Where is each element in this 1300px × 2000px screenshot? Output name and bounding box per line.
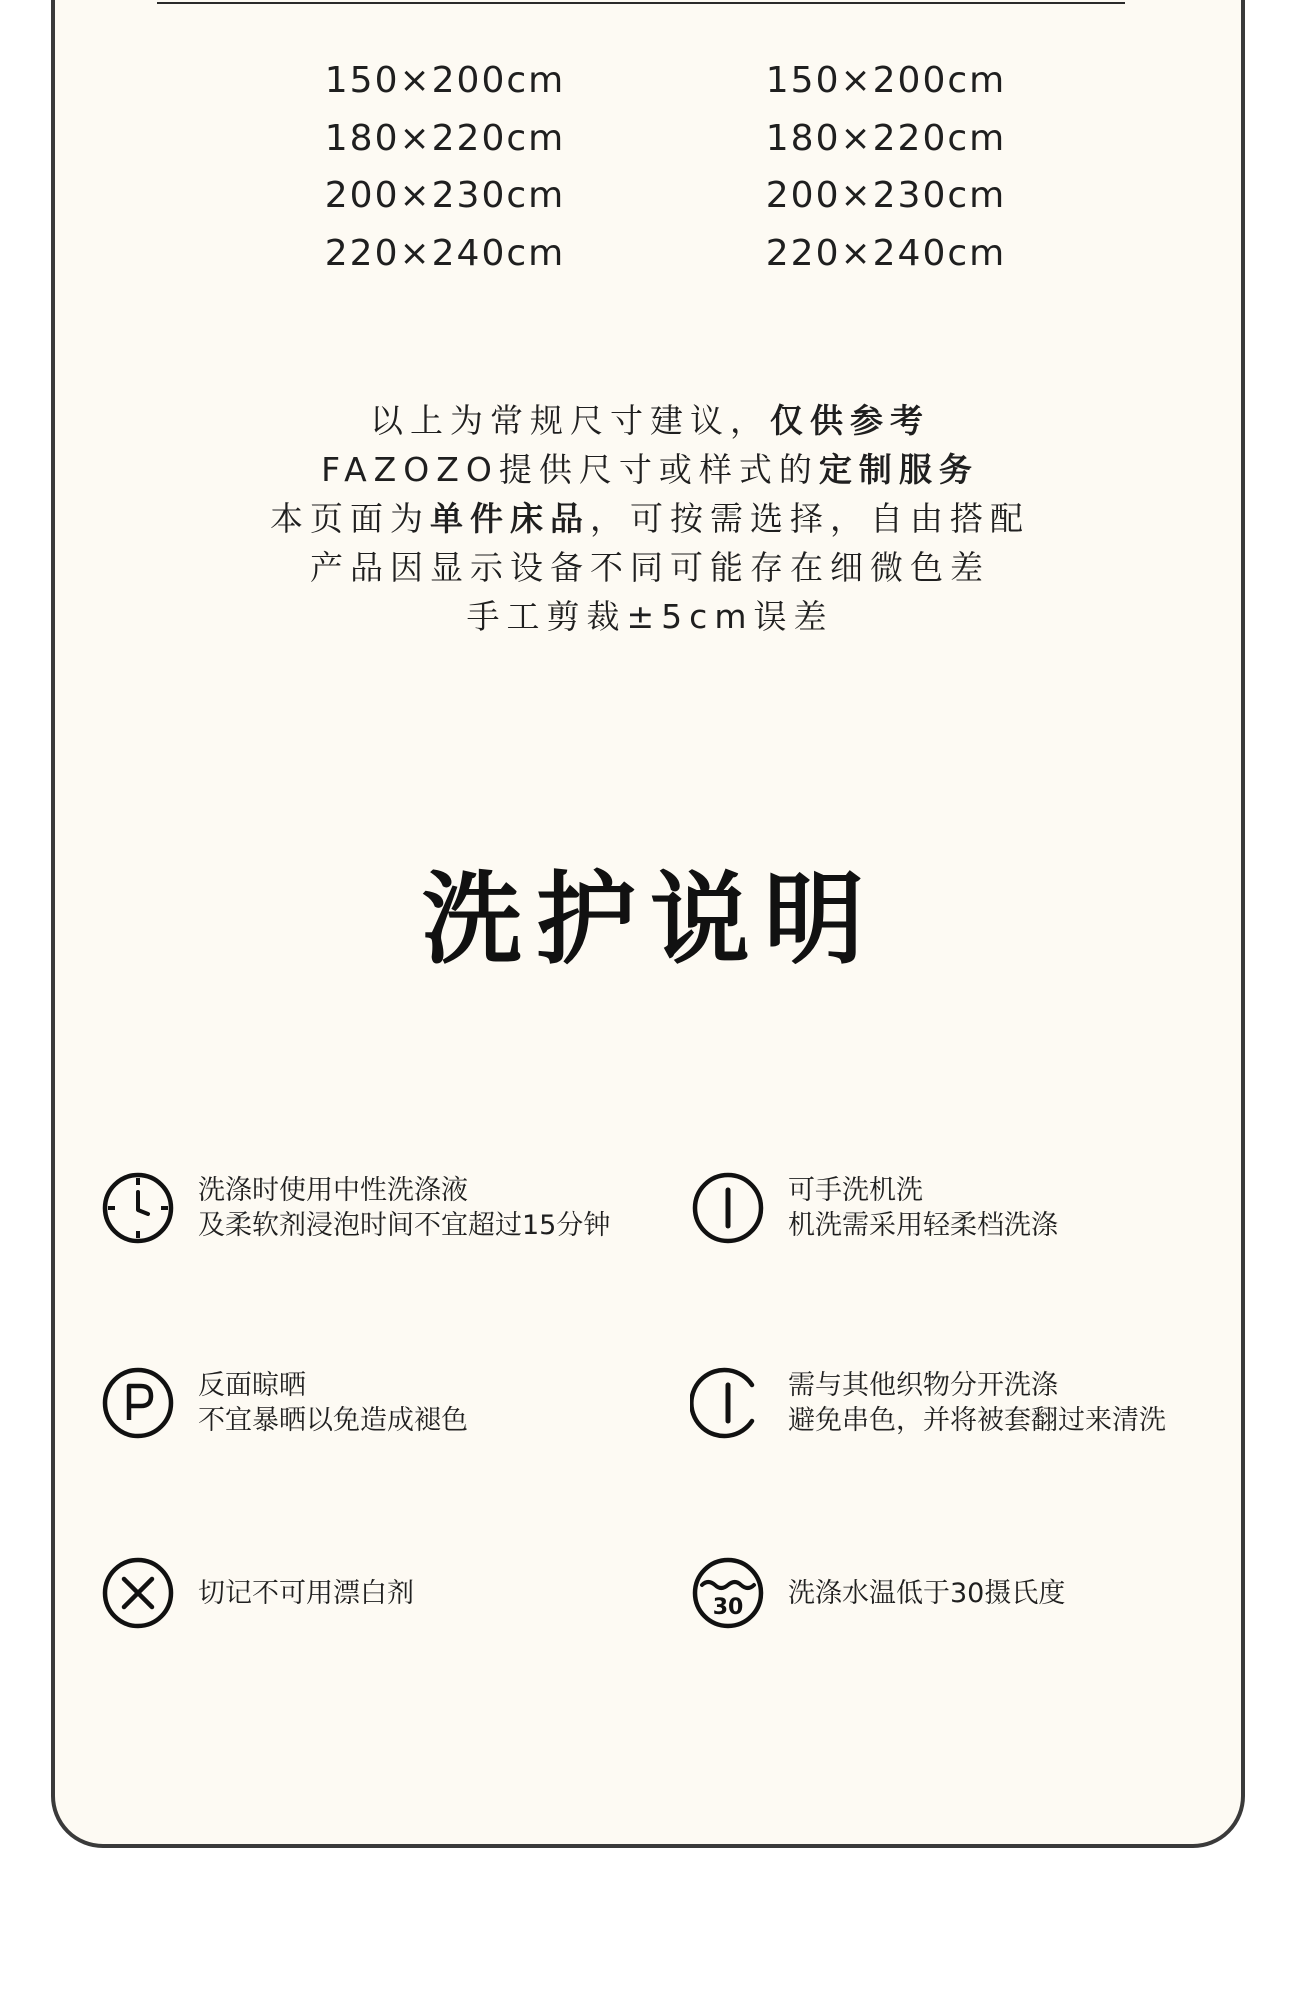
size-item: 150×200cm	[765, 60, 1007, 101]
care-line: 需与其他织物分开洗涤	[788, 1370, 1058, 1401]
care-line: 切记不可用漂白剂	[198, 1577, 414, 1609]
note-text: FAZOZO提供尺寸或样式的	[321, 450, 819, 489]
note-emphasis: 定制服务	[818, 450, 979, 489]
size-item: 220×240cm	[765, 232, 1007, 274]
size-list-right	[716, 52, 1056, 282]
care-item-dry-inside-out	[100, 1365, 468, 1441]
note-emphasis: 单件床品	[430, 499, 590, 538]
note-text: ，可按需选择，自由搭配	[590, 499, 1030, 538]
note-line-5: 手工剪裁±5cm误差	[466, 597, 834, 636]
size-item: 200×230cm	[765, 175, 1007, 216]
care-line: 不宜暴晒以免造成褪色	[198, 1405, 468, 1436]
care-text	[198, 1576, 414, 1611]
care-item-water-temp	[690, 1555, 1065, 1631]
care-line: 机洗需采用轻柔档洗涤	[788, 1210, 1058, 1241]
care-item-no-bleach	[100, 1555, 414, 1631]
care-text	[788, 1576, 1065, 1611]
care-item-machine-wash	[690, 1170, 1058, 1246]
size-notes	[150, 396, 1150, 641]
care-item-separate-wash	[690, 1365, 1166, 1441]
machine-wash-icon	[690, 1170, 766, 1246]
care-line: 避免串色，并将被套翻过来清洗	[788, 1405, 1166, 1436]
note-line-1	[150, 396, 1150, 445]
note-text: 本页面为	[270, 499, 430, 538]
size-item: 200×230cm	[324, 175, 566, 216]
wash-temp-label: 30	[712, 1595, 744, 1620]
note-line-2	[150, 445, 1150, 494]
care-line: 及柔软剂浸泡时间不宜超过15分钟	[198, 1210, 611, 1241]
care-line: 洗涤水温低于30摄氏度	[788, 1577, 1066, 1609]
note-text: 以上为常规尺寸建议，	[370, 401, 770, 440]
note-line-3	[150, 494, 1150, 543]
care-text	[198, 1368, 468, 1438]
care-line: 洗涤时使用中性洗涤液	[198, 1175, 468, 1206]
size-item: 180×220cm	[765, 117, 1007, 159]
dry-clean-p-icon	[100, 1365, 176, 1441]
care-text	[788, 1368, 1166, 1438]
care-item-soak-time	[100, 1170, 610, 1246]
care-line: 反面晾晒	[198, 1370, 306, 1401]
size-list-left	[275, 52, 615, 282]
clock-icon	[100, 1170, 176, 1246]
care-text	[198, 1173, 610, 1243]
separate-wash-icon	[690, 1365, 766, 1441]
size-item: 150×200cm	[324, 60, 566, 101]
size-item: 180×220cm	[324, 117, 566, 159]
care-text	[788, 1173, 1058, 1243]
top-divider	[157, 2, 1125, 4]
no-bleach-icon	[100, 1555, 176, 1631]
note-emphasis: 仅供参考	[770, 401, 930, 440]
wash-30-icon	[690, 1555, 766, 1631]
care-title: 洗护说明	[422, 861, 878, 978]
note-line-4: 产品因显示设备不同可能存在细微色差	[310, 548, 990, 587]
care-line: 可手洗机洗	[788, 1175, 923, 1206]
size-item: 220×240cm	[324, 232, 566, 274]
